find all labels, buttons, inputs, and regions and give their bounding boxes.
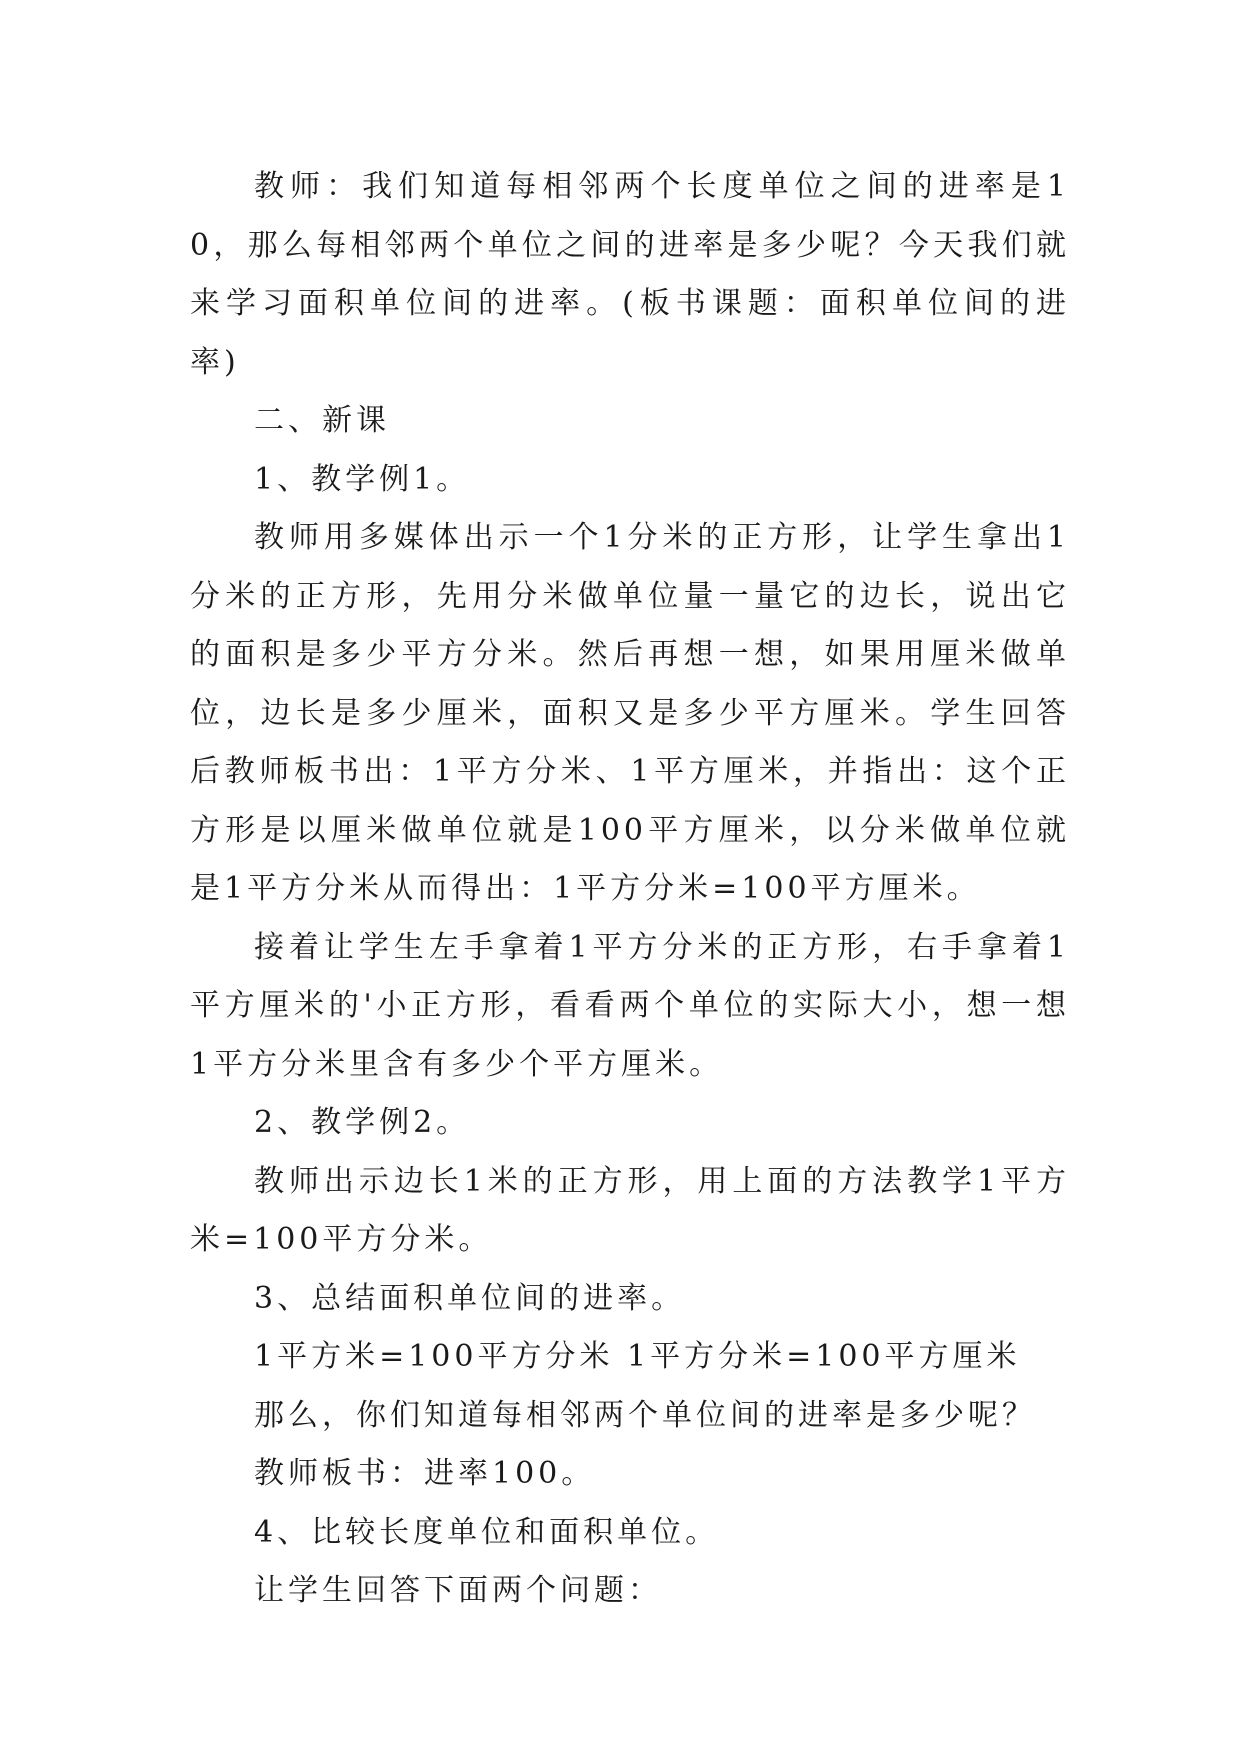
example-2-heading: 2、教学例2。 [254, 1105, 471, 1140]
document-body [190, 158, 1070, 1621]
paragraph-hands-on: 接着让学生左手拿着1平方分米的正方形，右手拿着1平方厘米的'小正方形，看看两个单位的实际大小，想一想1平方分米里含有多少个平方厘米。 [190, 929, 1070, 1082]
paragraph-example-1: 教师用多媒体出示一个1分米的正方形，让学生拿出1分米的正方形，先用分米做单位量一量它的边长，说出它的面积是多少平方分米。然后再想一想，如果用厘米做单位，边长是多少厘米，面积又是多少平方厘米。学生回答后教师板书出：1平方分米、1平方厘米，并指出：这个正方形是以厘米做单位就是100平方厘米，以分米做单位就是1平方分米从而得出：1平方分米=100平方厘米。 [190, 520, 1070, 906]
conversion-formulas: 1平方米=100平方分米 1平方分米=100平方厘米 [254, 1339, 1021, 1374]
section-heading-new-lesson: 二、新课 [254, 403, 390, 438]
question-rate: 那么，你们知道每相邻两个单位间的进率是多少呢？ [254, 1397, 1036, 1433]
board-note-rate: 教师板书：进率100。 [254, 1456, 596, 1491]
example-1-heading: 1、教学例1。 [254, 461, 471, 497]
questions-intro: 让学生回答下面两个问题： [254, 1573, 662, 1608]
paragraph-intro: 教师：我们知道每相邻两个长度单位之间的进率是10，那么每相邻两个单位之间的进率是多少呢？今天我们就来学习面积单位间的进率。(板书课题：面积单位间的进率) [190, 169, 1070, 380]
paragraph-example-2: 教师出示边长1米的正方形，用上面的方法教学1平方米=100平方分米。 [190, 1163, 1070, 1257]
compare-heading: 4、比较长度单位和面积单位。 [254, 1514, 720, 1550]
summary-heading: 3、总结面积单位间的进率。 [254, 1280, 686, 1316]
